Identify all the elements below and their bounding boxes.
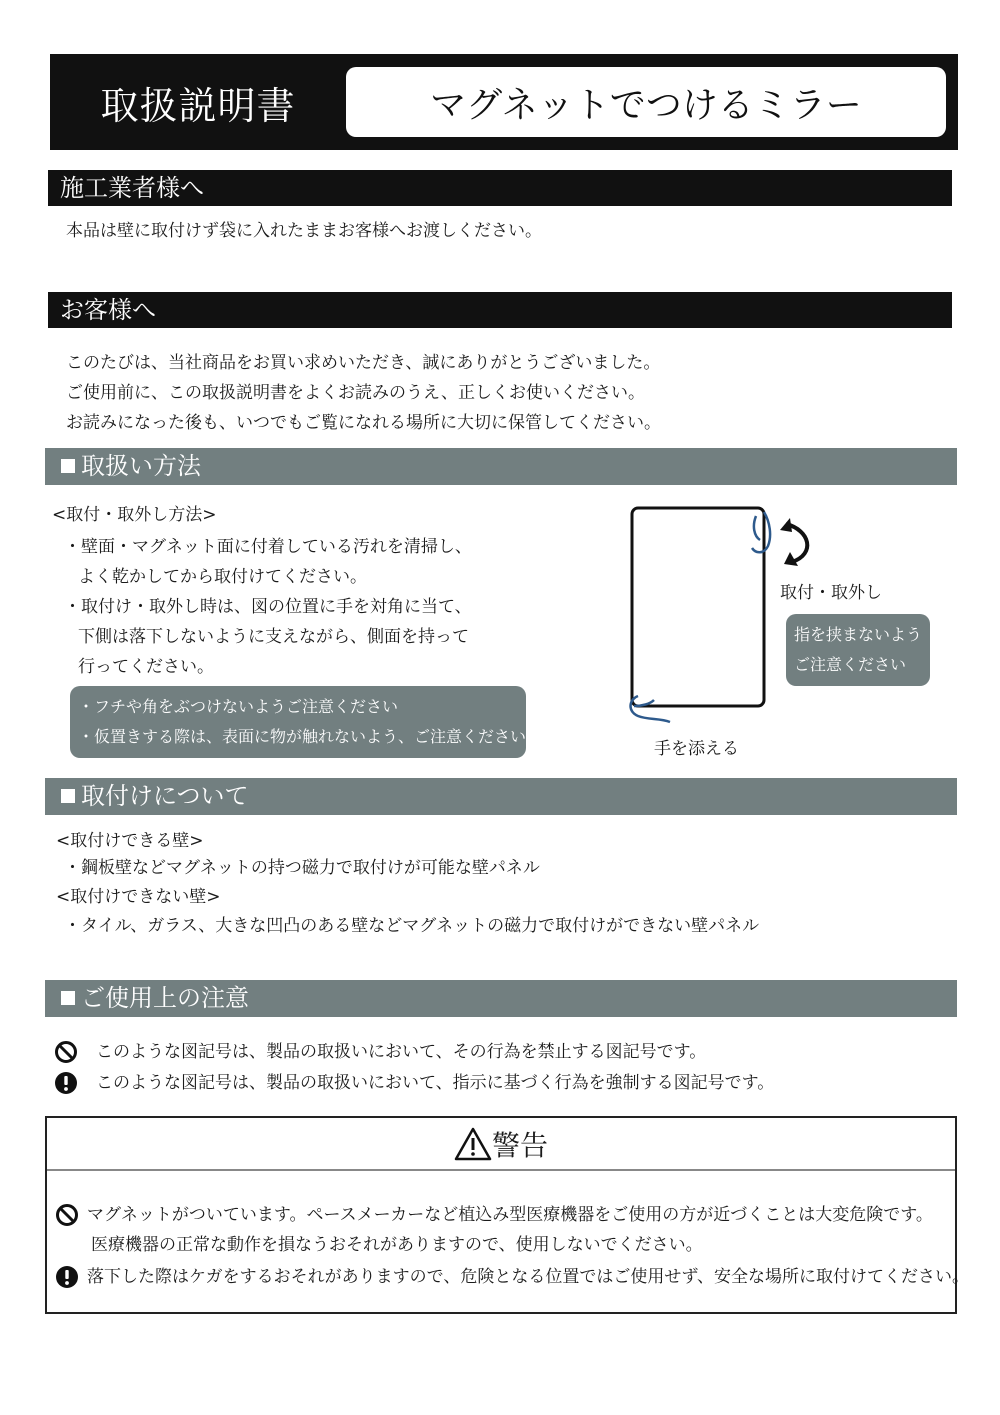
square-bullet-icon: [61, 789, 75, 803]
mandatory-legend-text: このような図記号は、製品の取扱いにおいて、指示に基づく行為を強制する図記号です。: [96, 1073, 775, 1093]
handling-note-2: ・仮置きする際は、表面に物が触れないよう、ご注意ください: [78, 727, 527, 746]
warning-line-2: 医療機器の正常な動作を損なうおそれがありますので、使用しないでください。: [91, 1235, 703, 1255]
warning-line-3: 落下した際はケガをするおそれがありますので、危険となる位置ではご使用せず、安全な場所に取付けてください。: [87, 1267, 969, 1287]
handling-heading-text: 取扱い方法: [81, 452, 201, 480]
customer-heading: お客様へ: [48, 292, 952, 328]
prohibit-legend: [54, 1037, 706, 1067]
can-install-heading: <取付けできる壁>: [56, 831, 204, 851]
handling-line-1: ・壁面・マグネット面に付着している汚れを清掃し、: [64, 537, 472, 557]
warning-title: 警告: [491, 1128, 548, 1162]
mirror-outline: [632, 508, 764, 706]
cannot-install-heading: <取付けできない壁>: [56, 887, 221, 907]
manual-title: 取扱説明書: [100, 83, 296, 128]
precautions-heading-text: ご使用上の注意: [81, 984, 249, 1012]
hand-label: 手を添える: [654, 739, 739, 759]
handling-note-box: [70, 686, 526, 758]
contractor-text: 本品は壁に取付けず袋に入れたままお客様へお渡しください。: [66, 221, 542, 241]
can-install-text: ・鋼板壁などマグネットの持つ磁力で取付けが可能な壁パネル: [64, 858, 540, 878]
product-name: マグネットでつけるミラー: [346, 67, 946, 137]
finger-caution-box: [786, 614, 930, 686]
prohibit-icon: [54, 1040, 78, 1064]
mandatory-icon: [55, 1265, 79, 1289]
installation-heading-text: 取付けについて: [81, 782, 249, 810]
handling-heading: [45, 448, 957, 485]
square-bullet-icon: [61, 991, 75, 1005]
handling-line-5: 行ってください。: [78, 657, 214, 677]
customer-line-1: このたびは、当社商品をお買い求めいただき、誠にありがとうございました。: [66, 353, 661, 373]
handling-subheading: <取付・取外し方法>: [52, 505, 217, 525]
attach-label: 取付・取外し: [780, 583, 882, 603]
cannot-install-text: ・タイル、ガラス、大きな凹凸のある壁などマグネットの磁力で取付けができない壁パネル: [64, 916, 760, 936]
mandatory-icon: [54, 1071, 78, 1095]
precautions-heading: [45, 980, 957, 1017]
finger-caution-line-1: 指を挟まないよう: [794, 625, 923, 644]
installation-heading: [45, 778, 957, 815]
prohibit-icon: [55, 1203, 79, 1227]
customer-line-2: ご使用前に、この取扱説明書をよくお読みのうえ、正しくお使いください。: [66, 383, 646, 403]
handling-line-3: ・取付け・取外し時は、図の位置に手を対角に当て、: [64, 597, 472, 617]
square-bullet-icon: [61, 459, 75, 473]
finger-caution-line-2: ご注意ください: [794, 655, 907, 674]
contractor-heading: 施工業者様へ: [48, 170, 952, 206]
customer-line-3: お読みになった後も、いつでもご覧になれる場所に大切に保管してください。: [66, 413, 661, 433]
prohibit-legend-text: このような図記号は、製品の取扱いにおいて、その行為を禁止する図記号です。: [96, 1042, 707, 1062]
handling-note-1: ・フチや角をぶつけないようご注意ください: [78, 697, 399, 716]
warning-line-3-row: [55, 1262, 969, 1292]
handling-line-2: よく乾かしてから取付けてください。: [78, 567, 367, 587]
warning-header: [47, 1118, 955, 1171]
handling-line-4: 下側は落下しないように支えながら、側面を持って: [78, 627, 469, 647]
warning-line-1-row: [55, 1200, 933, 1230]
warning-box: [45, 1116, 969, 1314]
title-bar: [50, 54, 958, 150]
warning-triangle-icon: [454, 1127, 492, 1161]
warning-line-1: マグネットがついています。ペースメーカーなど植込み型医療機器をご使用の方が近づくことは大変危険です。: [87, 1205, 933, 1225]
mandatory-legend: [54, 1068, 774, 1098]
